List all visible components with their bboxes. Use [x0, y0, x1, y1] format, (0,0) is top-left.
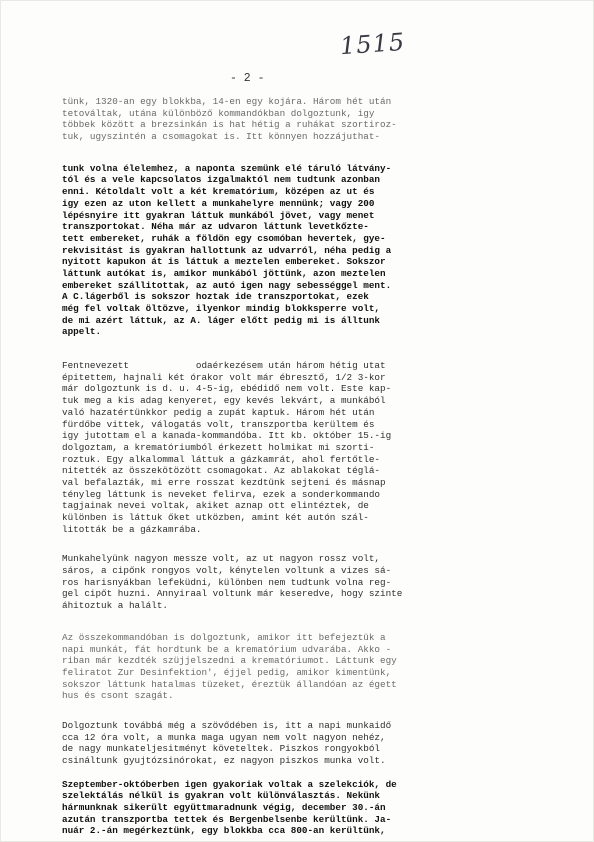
- text-line: sáros, a cipőnk rongyos volt, kénytelen voltunk a vizes sá-: [62, 565, 392, 577]
- text-line: nyitott kapukon át is láttuk a meztelen embereket. Sokszor: [62, 256, 386, 268]
- paragraph-gap: [62, 143, 540, 163]
- paragraph: [62, 632, 540, 702]
- text-line: igy jutottam el a kanada-kommandóba. Itt kb. október 15.-ig: [62, 430, 392, 442]
- text-line: azután transzportba tettek és Bergenbelsenbe kerültünk. Ja-: [62, 813, 392, 825]
- text-line: cca 12 óra volt, a munka maga ugyan nem volt nagyon nehéz,: [62, 731, 386, 743]
- text-line: tagjainak nevei voltak, akiket aznap ott elintéztek, de: [62, 500, 369, 512]
- text-line: már dolgoztunk is d. u. 4-5-ig, ebédidő nem volt. Este kap-: [62, 383, 392, 395]
- paragraph: [62, 779, 540, 837]
- text-line: való hazatértünkkor pedig a zupát kaptuk. Három hét után: [62, 406, 375, 418]
- text-line: val befalazták, mi erre rosszat kezdtünk sejteni és másnap: [62, 476, 386, 488]
- handwritten-folio-number: 1515: [339, 27, 406, 61]
- text-line: tett embereket, ruhák a földön egy csomóban hevertek, gye-: [62, 232, 386, 244]
- paragraph: [62, 553, 540, 611]
- text-line: ros harisnyákban lefeküdni, különben nem tudtunk volna reg-: [62, 576, 392, 588]
- text-line: fürdőbe vittek, válogatás volt, transzportba kerültem és: [62, 418, 375, 430]
- text-line: áhitoztuk a halált.: [62, 600, 169, 612]
- text-line: többek között a brezsinkán is hat hétig a ruhákat szortiroz-: [62, 119, 397, 131]
- text-line: igy ezen az uton kellett a munkahelyre mennünk; vagy 200: [62, 197, 375, 209]
- text-line: gel cipőt huzni. Annyiraal voltunk már keseredve, hogy szinte: [62, 588, 403, 600]
- text-line: tuk, ugyszintén a csomagokat is. Itt könnyen hozzájuthat-: [62, 131, 381, 143]
- text-line: hus és csont szagát.: [62, 690, 174, 702]
- text-line: napi munkát, fát hordtunk be a krematórium udvarába. Akko -: [62, 643, 392, 655]
- paragraph-gap: [62, 767, 540, 779]
- paragraph-gap: [62, 338, 540, 360]
- text-line: különben is láttuk őket utközben, amint két autón szál-: [62, 512, 369, 523]
- text-line: Az összekommandóban is dolgoztunk, amikor itt befejeztük a: [62, 631, 386, 643]
- text-line: transzportokat. Néha már az udvaron láttunk levetkőzte-: [62, 221, 369, 233]
- text-line: nitették az összekötözött csomagokat. Az ablakokat téglá-: [62, 465, 381, 477]
- text-line: láttunk autókat is, amikor munkából jöttünk, azon meztelen: [62, 267, 386, 279]
- text-line: A C.lágerből is sokszor hoztak ide transzportokat, ezek: [62, 291, 369, 303]
- paragraph: [62, 163, 540, 338]
- text-line: tuk meg a kis adag kenyeret, egy kevés lekvárt, a munkából: [62, 395, 386, 407]
- text-line: tünk, 1320-an egy blokkba, 14-en egy kojára. Három hét után: [62, 96, 392, 107]
- text-line: Dolgoztunk továbbá még a szövődében is, itt a napi munkaidő: [62, 719, 392, 731]
- text-line: szelektálás nélkül is gyakran volt különválasztás. Nekünk: [62, 790, 381, 802]
- text-line: embereket szállitottak, az autó igen nagy sebességgel ment.: [62, 279, 392, 291]
- paragraph-gap: [62, 535, 540, 553]
- text-line: appelt.: [62, 326, 102, 338]
- text-line: Szeptember-októberben igen gyakoriak voltak a szelekciók, de: [62, 778, 397, 790]
- text-line: hármunknak sikerült együttmaradnunk végig, december 30.-án: [62, 802, 386, 814]
- paragraph: [62, 360, 540, 535]
- text-line: de mi azért láttuk, az A. láger előtt pedig mi is álltunk: [62, 314, 381, 326]
- paragraph-gap: [62, 702, 540, 720]
- text-line: dolgoztam, a krematóriumból érkezett holmikat mi szorti-: [62, 441, 375, 453]
- text-line: tetováltak, utána különböző kommandókban dolgoztunk, igy: [62, 107, 375, 119]
- text-line: tól és a vele kapcsolatos izgalmaktól nem tudtunk azonban: [62, 174, 381, 186]
- text-line: litották be a gázkamrába.: [62, 523, 202, 535]
- text-line: Fentnevezett odaérkezésem után három hétig utat: [62, 360, 386, 372]
- text-line: sokszor láttunk hatalmas tüzeket, éreztük állandóan az égett: [62, 678, 397, 690]
- paragraph: [62, 96, 540, 143]
- typewritten-body: [62, 96, 540, 837]
- text-line: épitettem, hajnali két órakor volt már ébresztő, 1/2 3-kor: [62, 371, 386, 383]
- text-line: csináltunk gyujtózsinórokat, ez nagyon piszkos munka volt.: [62, 755, 386, 766]
- text-line: tunk volna élelemhez, a naponta szemünk elé táruló látvány-: [62, 162, 392, 174]
- text-line: tényleg láttunk is neveket felirva, ezek a sonderkommando: [62, 488, 381, 500]
- text-line: még fel voltak öltözve, ilyenkor mindig blokksperre volt,: [62, 303, 381, 314]
- text-line: nuár 2.-án megérkeztünk, egy blokkba cca 800-an kerültünk,: [62, 825, 386, 837]
- paragraph: [62, 720, 540, 767]
- text-line: feliratot Zur Desinfektion', éjjel pedig, amikor kimentünk,: [62, 666, 392, 678]
- text-line: roztuk. Egy alkalommal láttuk a gázkamrát, ahol fertőtle-: [62, 453, 381, 465]
- text-line: Munkahelyünk nagyon messze volt, az ut nagyon rossz volt,: [62, 553, 381, 565]
- paragraph-gap: [62, 612, 540, 632]
- text-line: rekvisitást is gyakran hallottunk az udvarról, néha pedig a: [62, 244, 392, 256]
- text-line: riban már kezdték szüjjelszedni a krematóriumot. Láttunk egy: [62, 655, 397, 667]
- text-line: enni. Kétoldalt volt a két krematórium, középen az ut és: [62, 186, 375, 198]
- page-number: - 2 -: [230, 72, 265, 85]
- text-line: lépésnyire itt gyakran láttuk munkából jövet, vagy menet: [62, 209, 375, 221]
- text-line: de nagy munkateljesitményt követeltek. Piszkos rongyokból: [62, 743, 381, 755]
